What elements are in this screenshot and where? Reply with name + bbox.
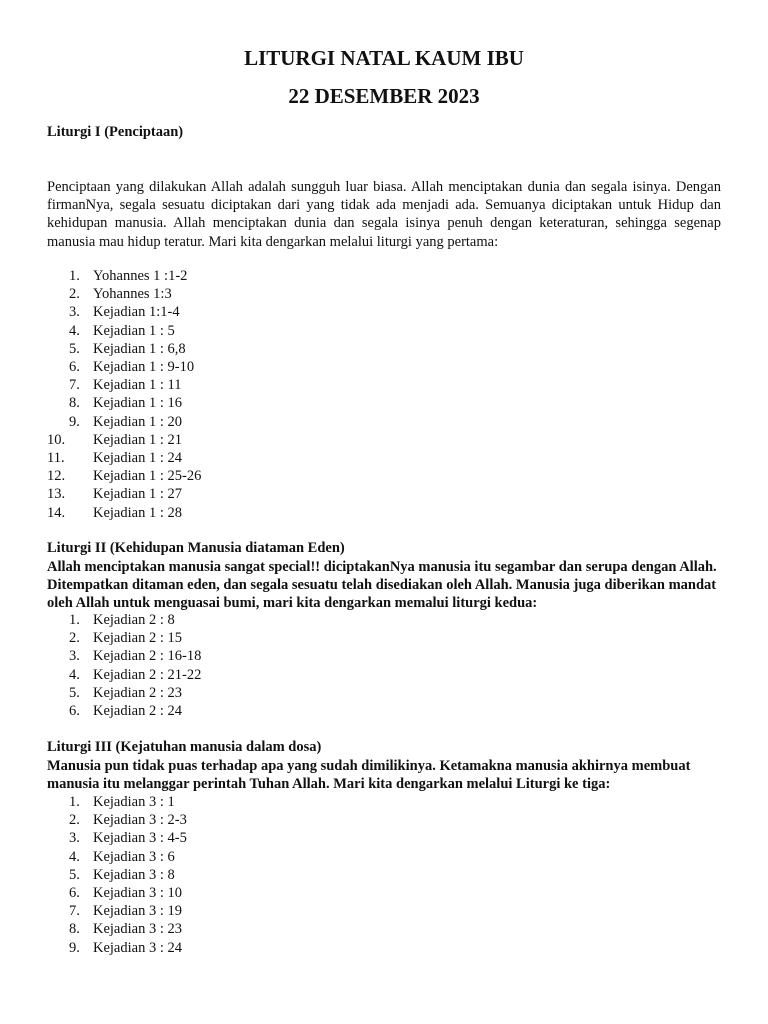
list-item-text: Kejadian 1 : 20 [93, 413, 182, 430]
list-item [47, 793, 187, 811]
list-item [47, 431, 201, 449]
reading-list-liturgi-1 [47, 267, 201, 522]
list-item-text: Kejadian 2 : 15 [93, 630, 182, 647]
reading-list-liturgi-2 [47, 611, 201, 720]
section-heading-liturgi-3: Liturgi III (Kejatuhan manusia dalam dosa) [47, 739, 322, 755]
list-item-number: 1. [69, 612, 80, 628]
list-item [47, 285, 201, 303]
list-item [47, 629, 201, 647]
list-item-text: Kejadian 1 : 27 [93, 486, 182, 503]
list-item-text: Kejadian 2 : 16-18 [93, 648, 202, 665]
list-item-text: Kejadian 3 : 4-5 [93, 830, 187, 847]
list-item-text: Kejadian 2 : 21-22 [93, 666, 202, 683]
list-item-text: Kejadian 2 : 23 [93, 684, 182, 701]
list-item [47, 267, 201, 285]
list-item-number: 1. [69, 794, 80, 810]
list-item-text: Kejadian 3 : 6 [93, 848, 175, 865]
list-item [47, 902, 187, 920]
list-item [47, 884, 187, 902]
list-item-number: 3. [69, 648, 80, 665]
document-title: LITURGI NATAL KAUM IBU [244, 46, 524, 70]
list-item-number: 6. [69, 703, 80, 720]
section-intro-liturgi-2: Allah menciptakan manusia sangat special!! diciptakanNya manusia itu segambar dan serupa dengan Allah. Ditempatkan ditaman eden, dan segala sesuatu telah disediakan oleh Allah. Manusia juga diberikan mandat oleh Allah untuk menguasai bumi, mari kita dengarkan memalui liturgi kedua: [47, 559, 717, 612]
list-item-number: 9. [69, 939, 80, 956]
list-item-number: 4. [69, 322, 80, 339]
list-item [47, 340, 201, 358]
section-heading-liturgi-1: Liturgi I (Penciptaan) [47, 124, 184, 140]
list-item-number: 10. [47, 431, 66, 448]
list-item [47, 811, 187, 829]
list-item-number: 9. [69, 413, 80, 430]
list-item-number: 3. [69, 304, 80, 321]
list-item [47, 485, 201, 503]
list-item [47, 504, 201, 522]
list-item-number: 7. [69, 903, 80, 920]
list-item [47, 848, 187, 866]
list-item [47, 611, 201, 629]
list-item-number: 2. [69, 630, 80, 647]
list-item-number: 2. [69, 286, 80, 303]
reading-list-liturgi-3 [47, 793, 187, 957]
list-item [47, 647, 201, 665]
list-item-text: Kejadian 1 : 25-26 [93, 468, 202, 485]
list-item [47, 666, 201, 684]
list-item-text: Kejadian 3 : 19 [93, 903, 182, 920]
list-item-number: 3. [69, 830, 80, 847]
list-item-text: Kejadian 1 : 16 [93, 395, 182, 412]
list-item-text: Kejadian 3 : 10 [93, 885, 182, 902]
list-item-number: 5. [69, 866, 80, 883]
list-item [47, 376, 201, 394]
list-item [47, 449, 201, 467]
list-item-number: 4. [69, 848, 80, 865]
list-item-number: 2. [69, 812, 80, 829]
list-item-number: 12. [47, 468, 66, 485]
list-item-number: 14. [47, 504, 66, 521]
section-heading-liturgi-2: Liturgi II (Kehidupan Manusia diataman Eden) [47, 540, 345, 556]
list-item-number: 8. [69, 395, 80, 412]
list-item-text: Kejadian 1 : 28 [93, 504, 182, 521]
section-intro-liturgi-3: Manusia pun tidak puas terhadap apa yang sudah dimilikinya. Ketamakna manusia akhirnya membuat manusia itu melanggar perintah Tuhan Allah. Mari kita dengarkan melalui Liturgi ke tiga: [47, 758, 691, 793]
list-item-text: Kejadian 3 : 2-3 [93, 812, 187, 829]
list-item-number: 5. [69, 684, 80, 701]
list-item-text: Yohannes 1:3 [93, 286, 172, 303]
list-item [47, 322, 201, 340]
list-item-text: Kejadian 1:1-4 [93, 304, 180, 321]
list-item-text: Kejadian 1 : 6,8 [93, 340, 186, 357]
list-item-number: 6. [69, 885, 80, 902]
list-item-number: 6. [69, 359, 80, 376]
list-item-text: Kejadian 3 : 23 [93, 921, 182, 938]
list-item-number: 5. [69, 340, 80, 357]
list-item-number: 1. [69, 268, 80, 284]
list-item [47, 467, 201, 485]
list-item [47, 303, 201, 321]
list-item [47, 920, 187, 938]
section-intro-liturgi-1: Penciptaan yang dilakukan Allah adalah sungguh luar biasa. Allah menciptakan dunia dan segala isinya. Dengan firmanNya, segala sesuatu diciptakan dari yang tidak ada menjadi ada. Semuanya diciptakan untuk Hidup dan kehidupan manusia. Allah menciptakan dunia dan segala isinya penuh dengan keteraturan, sehingga segenap manusia mau hidup teratur. Mari kita dengarkan melalui liturgi yang pertama: [47, 179, 721, 250]
list-item-text: Kejadian 3 : 8 [93, 866, 175, 883]
list-item-number: 11. [47, 450, 65, 467]
list-item [47, 394, 201, 412]
list-item-text: Kejadian 1 : 9-10 [93, 359, 195, 376]
list-item-number: 13. [47, 486, 66, 503]
list-item-text: Kejadian 1 : 21 [93, 431, 182, 448]
list-item [47, 829, 187, 847]
list-item [47, 702, 201, 720]
list-item-text: Kejadian 3 : 24 [93, 939, 182, 956]
list-item-number: 4. [69, 666, 80, 683]
list-item-text: Kejadian 1 : 24 [93, 450, 182, 467]
list-item-text: Kejadian 1 : 5 [93, 322, 175, 339]
list-item-text: Kejadian 2 : 24 [93, 703, 182, 720]
list-item-text: Kejadian 2 : 8 [93, 612, 175, 628]
list-item-number: 7. [69, 377, 80, 394]
list-item-text: Yohannes 1 :1-2 [93, 268, 188, 284]
list-item-text: Kejadian 3 : 1 [93, 794, 175, 810]
list-item [47, 939, 187, 957]
list-item [47, 684, 201, 702]
list-item [47, 866, 187, 884]
list-item-text: Kejadian 1 : 11 [93, 377, 182, 394]
list-item-number: 8. [69, 921, 80, 938]
document-date: 22 DESEMBER 2023 [288, 84, 480, 108]
list-item [47, 413, 201, 431]
list-item [47, 358, 201, 376]
